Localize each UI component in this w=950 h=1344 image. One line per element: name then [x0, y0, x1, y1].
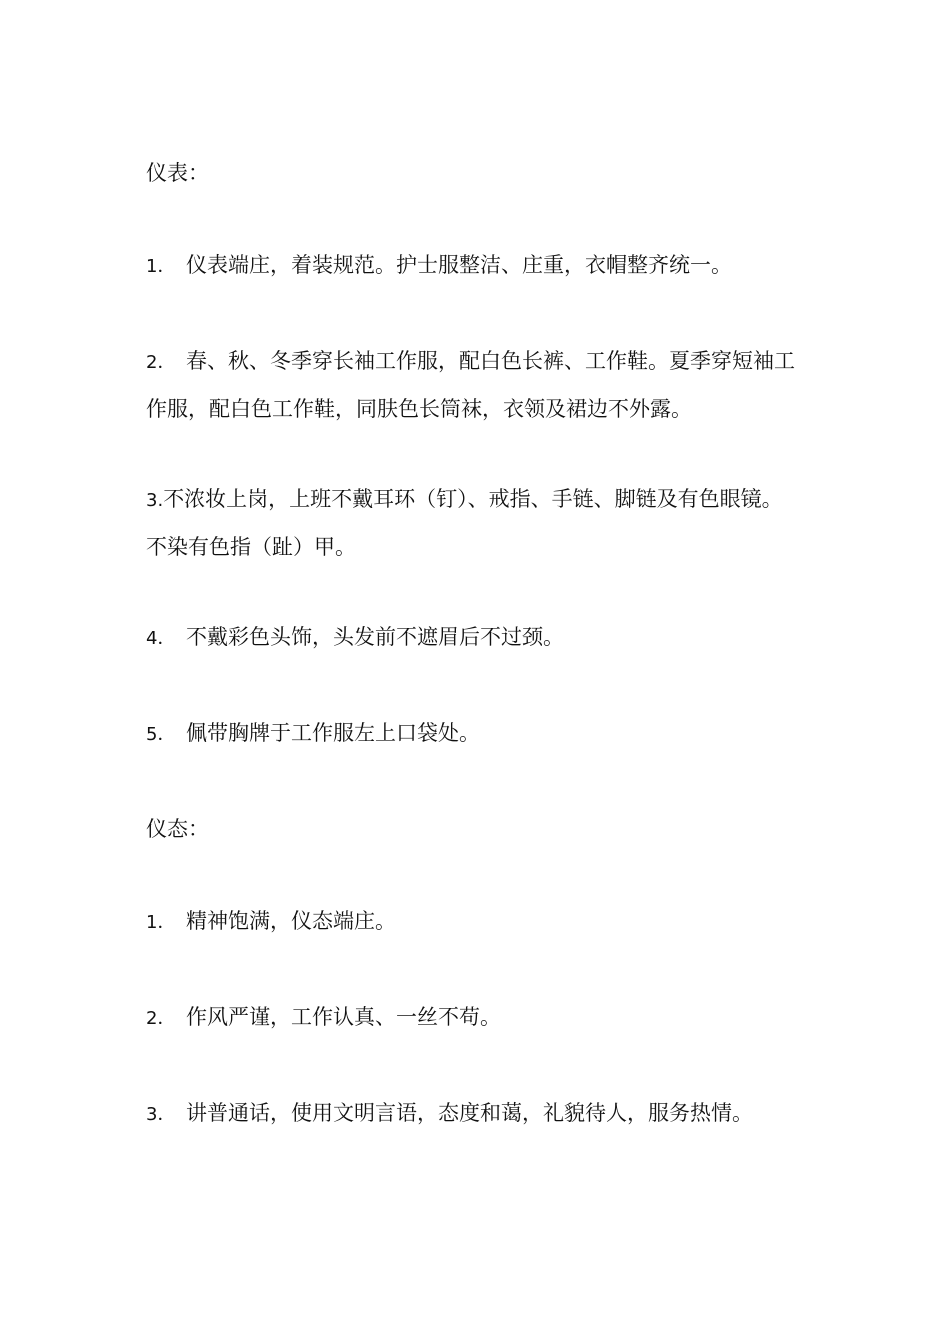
item-number: 4． — [146, 628, 176, 649]
item-number: 1． — [146, 912, 176, 933]
item-text: 不戴彩色头饰，头发前不遮眉后不过颈。 — [186, 625, 564, 649]
appearance-item-5 — [146, 710, 796, 758]
appearance-item-1 — [146, 242, 796, 290]
appearance-item-4 — [146, 614, 796, 662]
document-body — [146, 150, 796, 1186]
item-text: 佩带胸牌于工作服左上口袋处。 — [186, 721, 480, 745]
item-text: 仪表端庄，着装规范。护士服整洁、庄重，衣帽整齐统一。 — [186, 253, 732, 277]
section-heading-appearance: 仪表： — [146, 161, 209, 185]
item-number: 3. — [146, 490, 164, 511]
demeanor-item-2 — [146, 994, 796, 1042]
item-text: 不浓妆上岗，上班不戴耳环（钉）、戒指、手链、脚链及有色眼镜。不染有色指（趾）甲。 — [146, 487, 783, 559]
item-number: 1． — [146, 256, 176, 277]
section-heading-demeanor: 仪态： — [146, 817, 209, 841]
item-text: 春、秋、冬季穿长袖工作服，配白色长裤、工作鞋。夏季穿短袖工作服，配白色工作鞋，同肤色长筒袜，衣领及裙边不外露。 — [146, 349, 795, 421]
item-number: 2． — [146, 1008, 176, 1029]
appearance-item-2 — [146, 338, 796, 432]
item-text: 讲普通话，使用文明言语，态度和蔼，礼貌待人，服务热情。 — [186, 1101, 753, 1125]
demeanor-item-3 — [146, 1090, 796, 1138]
appearance-item-3 — [146, 476, 796, 570]
item-number: 2． — [146, 352, 176, 373]
item-text: 精神饱满，仪态端庄。 — [186, 909, 396, 933]
demeanor-item-1 — [146, 898, 796, 946]
item-text: 作风严谨，工作认真、一丝不苟。 — [186, 1005, 501, 1029]
item-number: 5． — [146, 724, 176, 745]
item-number: 3． — [146, 1104, 176, 1125]
